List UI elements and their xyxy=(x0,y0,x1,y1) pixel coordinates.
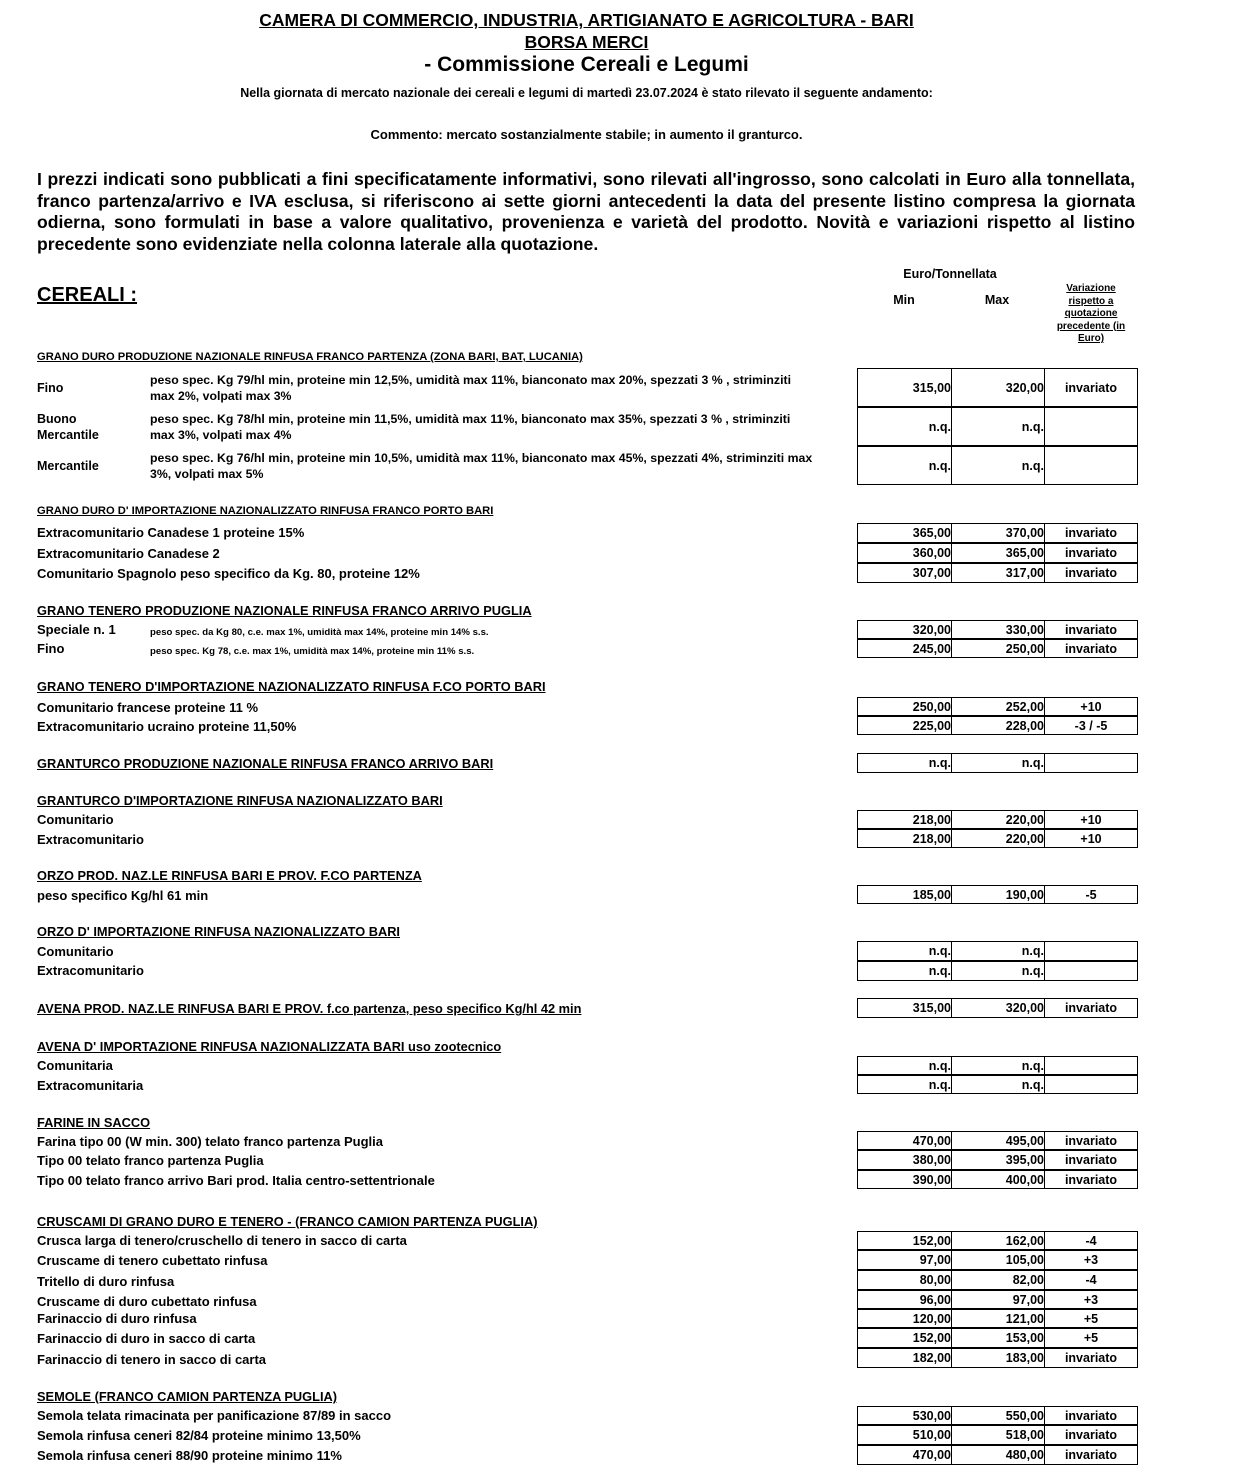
max-price: n.q. xyxy=(952,754,1045,772)
row-label: Semola rinfusa ceneri 82/84 proteine minimo 13,50% xyxy=(37,1428,361,1443)
price-variation: invariato xyxy=(1064,1001,1118,1015)
section-title: ORZO PROD. NAZ.LE RINFUSA BARI E PROV. F.CO PARTENZA xyxy=(37,868,422,883)
max-price: 480,00 xyxy=(952,1446,1045,1464)
price-variation: -4 xyxy=(1085,1273,1097,1287)
max-price: 400,00 xyxy=(952,1171,1045,1188)
cereali-heading: CEREALI : xyxy=(37,284,137,306)
section-title: ORZO D' IMPORTAZIONE RINFUSA NAZIONALIZZATO BARI xyxy=(37,924,400,939)
min-price: n.q. xyxy=(858,962,952,980)
min-price: n.q. xyxy=(858,408,952,445)
min-price: 390,00 xyxy=(858,1171,952,1188)
max-price: 162,00 xyxy=(952,1232,1045,1249)
max-price: 365,00 xyxy=(952,544,1045,562)
price-row xyxy=(857,753,1138,773)
max-price: 550,00 xyxy=(952,1407,1045,1424)
price-row xyxy=(857,810,1138,829)
price-row xyxy=(857,716,1138,735)
max-price: 105,00 xyxy=(952,1251,1045,1269)
max-price: 317,00 xyxy=(952,564,1045,582)
row-label: Semola telata rimacinata per panificazione 87/89 in sacco xyxy=(37,1408,392,1423)
price-row xyxy=(857,407,1138,446)
min-price: 80,00 xyxy=(858,1271,952,1289)
max-price: 495,00 xyxy=(952,1132,1045,1149)
price-row xyxy=(857,446,1138,485)
row-label: Extracomunitaria xyxy=(37,1078,144,1093)
price-variation: +5 xyxy=(1083,1331,1099,1345)
section-title: GRANTURCO D'IMPORTAZIONE RINFUSA NAZIONALIZZATO BARI xyxy=(37,793,443,808)
row-label: Farinaccio di duro in sacco di carta xyxy=(37,1331,256,1346)
min-price: 218,00 xyxy=(858,811,952,828)
price-variation xyxy=(1045,942,1137,960)
price-row xyxy=(857,1170,1138,1189)
section-title: GRANO TENERO D'IMPORTAZIONE NAZIONALIZZATO RINFUSA F.CO PORTO BARI xyxy=(37,679,546,694)
row-label: Tipo 00 telato franco partenza Puglia xyxy=(37,1153,264,1168)
min-price: 470,00 xyxy=(858,1132,952,1149)
market-comment: Commento: mercato sostanzialmente stabile; in aumento il granturco. xyxy=(370,127,803,142)
min-price: 96,00 xyxy=(858,1291,952,1308)
section-title: AVENA PROD. NAZ.LE RINFUSA BARI E PROV. f.co partenza, peso specifico Kg/hl 42 min xyxy=(37,1001,582,1016)
price-variation: invariato xyxy=(1064,566,1118,580)
row-label: Comunitario xyxy=(37,944,114,959)
max-price: 250,00 xyxy=(952,640,1045,657)
max-price: 82,00 xyxy=(952,1271,1045,1289)
price-variation: invariato xyxy=(1064,622,1118,637)
row-label: Cruscame di tenero cubettato rinfusa xyxy=(37,1253,268,1268)
price-variation: invariato xyxy=(1064,380,1118,395)
price-row xyxy=(857,1406,1138,1425)
price-variation xyxy=(1045,447,1137,484)
price-variation: -3 / -5 xyxy=(1074,718,1108,733)
price-row xyxy=(857,697,1138,716)
price-row xyxy=(857,1445,1138,1465)
price-variation: invariato xyxy=(1064,526,1118,540)
section-title: FARINE IN SACCO xyxy=(37,1115,151,1130)
min-price: 530,00 xyxy=(858,1407,952,1424)
price-variation: -4 xyxy=(1085,1233,1097,1248)
max-header: Max xyxy=(984,293,1010,307)
row-label: Fino xyxy=(37,641,65,656)
variation-header: Variazione rispetto a quotazione precedente (in Euro) xyxy=(1056,283,1126,344)
price-row xyxy=(857,368,1138,407)
max-price: 220,00 xyxy=(952,830,1045,847)
price-row xyxy=(857,1231,1138,1250)
max-price: n.q. xyxy=(952,942,1045,960)
price-variation: +10 xyxy=(1080,831,1102,846)
price-variation: invariato xyxy=(1064,1153,1118,1167)
price-row xyxy=(857,1290,1138,1309)
min-price: 152,00 xyxy=(858,1232,952,1249)
min-price: 365,00 xyxy=(858,524,952,542)
row-specification: peso spec. Kg 79/hl min, proteine min 12,5%, umidità max 11%, bianconato max 20%, spezzati 3 % , striminziti max 2%, volpati max 3% xyxy=(150,373,791,403)
max-price: 370,00 xyxy=(952,524,1045,542)
max-price: 320,00 xyxy=(952,999,1045,1017)
row-label: Cruscame di duro cubettato rinfusa xyxy=(37,1294,257,1309)
price-row xyxy=(857,1131,1138,1150)
price-row xyxy=(857,1348,1138,1368)
min-price: 510,00 xyxy=(858,1426,952,1444)
min-price: 307,00 xyxy=(858,564,952,582)
price-variation: invariato xyxy=(1064,1408,1118,1423)
price-variation xyxy=(1045,962,1137,980)
intro-text: Nella giornata di mercato nazionale dei cereali e legumi di martedì 23.07.2024 è stato rilevato il seguente andamento: xyxy=(240,86,933,100)
section-title: GRANTURCO PRODUZIONE NAZIONALE RINFUSA FRANCO ARRIVO BARI xyxy=(37,756,494,771)
min-header: Min xyxy=(893,293,915,307)
min-price: 360,00 xyxy=(858,544,952,562)
price-variation xyxy=(1045,408,1137,445)
price-row xyxy=(857,543,1138,563)
min-price: n.q. xyxy=(858,942,952,960)
price-variation xyxy=(1045,1076,1137,1093)
row-label: Comunitario xyxy=(37,812,114,827)
max-price: 330,00 xyxy=(952,621,1045,638)
row-label: Extracomunitario xyxy=(37,832,144,847)
unit-header: Euro/Tonnellata xyxy=(903,267,997,281)
price-row xyxy=(857,961,1138,981)
price-variation: +10 xyxy=(1080,812,1102,827)
min-price: 185,00 xyxy=(858,886,952,903)
price-variation: invariato xyxy=(1064,1448,1118,1462)
price-row xyxy=(857,1328,1138,1348)
max-price: 121,00 xyxy=(952,1310,1045,1327)
min-price: 250,00 xyxy=(858,698,952,715)
price-variation: +5 xyxy=(1083,1311,1099,1326)
min-price: 315,00 xyxy=(858,999,952,1017)
price-row xyxy=(857,620,1138,639)
row-label: Comunitario francese proteine 11 % xyxy=(37,700,259,715)
row-label: Buono Mercantile xyxy=(37,412,99,442)
max-price: 97,00 xyxy=(952,1291,1045,1308)
price-variation xyxy=(1045,754,1137,772)
price-variation: +3 xyxy=(1083,1253,1099,1267)
price-variation: -5 xyxy=(1085,887,1097,902)
min-price: 225,00 xyxy=(858,717,952,734)
price-variation: invariato xyxy=(1064,1133,1118,1148)
min-price: n.q. xyxy=(858,754,952,772)
row-label: peso specifico Kg/hl 61 min xyxy=(37,888,209,903)
header-commission: - Commissione Cereali e Legumi xyxy=(424,53,749,76)
min-price: n.q. xyxy=(858,447,952,484)
disclaimer-paragraph: I prezzi indicati sono pubblicati a fini specificatamente informativi, sono rilevati all'ingrosso, sono calcolati in Euro alla tonnellata, franco partenza/arrivo e IVA esclusa, si riferiscono ai sette giorni antecedenti la data del presente listino compresa la giornata odierna, sono formulati in base a valore qualitativo, provenienza e varietà del prodotto. Novità e variazioni rispetto al listino precedente sono evidenziate nella colonna laterale alla quotazione. xyxy=(37,169,1135,254)
price-row xyxy=(857,1150,1138,1170)
section-title: GRANO DURO D' IMPORTAZIONE NAZIONALIZZATO RINFUSA FRANCO PORTO BARI xyxy=(37,505,494,517)
row-specification: peso spec. Kg 78/hl min, proteine min 11,5%, umidità max 11%, bianconato max 35%, spezzati 3 % , striminziti max 3%, volpati max 4% xyxy=(150,412,791,442)
row-specification: peso spec. Kg 78, c.e. max 1%, umidità max 14%, proteine min 11% s.s. xyxy=(150,646,475,657)
price-row xyxy=(857,1309,1138,1328)
min-price: 218,00 xyxy=(858,830,952,847)
price-variation: +3 xyxy=(1083,1292,1099,1307)
max-price: 183,00 xyxy=(952,1349,1045,1367)
max-price: 228,00 xyxy=(952,717,1045,734)
row-label: Farinaccio di duro rinfusa xyxy=(37,1311,197,1326)
max-price: n.q. xyxy=(952,447,1045,484)
price-row xyxy=(857,639,1138,658)
max-price: 153,00 xyxy=(952,1329,1045,1347)
price-row xyxy=(857,941,1138,961)
max-price: 518,00 xyxy=(952,1426,1045,1444)
row-label: Extracomunitario Canadese 1 proteine 15% xyxy=(37,525,305,540)
price-variation: invariato xyxy=(1064,1428,1118,1442)
min-price: 182,00 xyxy=(858,1349,952,1367)
min-price: 152,00 xyxy=(858,1329,952,1347)
price-row xyxy=(857,1056,1138,1075)
min-price: 380,00 xyxy=(858,1151,952,1169)
row-label: Farina tipo 00 (W min. 300) telato franco partenza Puglia xyxy=(37,1134,384,1149)
row-specification: peso spec. Kg 76/hl min, proteine min 10,5%, umidità max 11%, bianconato max 45%, spezzati 4%, striminziti max 3%, volpati max 5% xyxy=(150,451,813,481)
price-row xyxy=(857,1425,1138,1445)
max-price: n.q. xyxy=(952,1057,1045,1074)
price-row xyxy=(857,1075,1138,1094)
row-label: Fino xyxy=(37,381,64,395)
row-label: Comunitaria xyxy=(37,1058,113,1073)
section-title: CRUSCAMI DI GRANO DURO E TENERO - (FRANCO CAMION PARTENZA PUGLIA) xyxy=(37,1214,538,1229)
min-price: 315,00 xyxy=(858,369,952,406)
price-variation: +10 xyxy=(1080,699,1102,714)
price-variation: invariato xyxy=(1064,641,1118,656)
price-row xyxy=(857,829,1138,848)
price-variation: invariato xyxy=(1064,1351,1118,1365)
row-label: Mercantile xyxy=(37,459,99,473)
max-price: n.q. xyxy=(952,408,1045,445)
price-row xyxy=(857,523,1138,543)
price-row xyxy=(857,1270,1138,1290)
min-price: 97,00 xyxy=(858,1251,952,1269)
price-variation xyxy=(1045,1057,1137,1074)
max-price: 395,00 xyxy=(952,1151,1045,1169)
min-price: 320,00 xyxy=(858,621,952,638)
section-title: GRANO TENERO PRODUZIONE NAZIONALE RINFUSA FRANCO ARRIVO PUGLIA xyxy=(37,603,532,618)
row-label: Farinaccio di tenero in sacco di carta xyxy=(37,1352,267,1367)
price-row xyxy=(857,1250,1138,1270)
section-title: SEMOLE (FRANCO CAMION PARTENZA PUGLIA) xyxy=(37,1389,338,1404)
min-price: 470,00 xyxy=(858,1446,952,1464)
row-label: Extracomunitario xyxy=(37,963,144,978)
price-row xyxy=(857,885,1138,904)
row-specification: peso spec. da Kg 80, c.e. max 1%, umidità max 14%, proteine min 14% s.s. xyxy=(150,627,489,638)
section-title: AVENA D' IMPORTAZIONE RINFUSA NAZIONALIZZATA BARI uso zootecnico xyxy=(37,1039,502,1054)
price-variation: invariato xyxy=(1064,1172,1118,1187)
min-price: 120,00 xyxy=(858,1310,952,1327)
max-price: 220,00 xyxy=(952,811,1045,828)
price-row xyxy=(857,563,1138,583)
price-row xyxy=(857,998,1138,1018)
row-label: Extracomunitario ucraino proteine 11,50% xyxy=(37,719,297,734)
min-price: 245,00 xyxy=(858,640,952,657)
max-price: 190,00 xyxy=(952,886,1045,903)
row-label: Comunitario Spagnolo peso specifico da Kg. 80, proteine 12% xyxy=(37,566,420,581)
header-subtitle: BORSA MERCI xyxy=(524,32,649,52)
min-price: n.q. xyxy=(858,1076,952,1093)
row-label: Tritello di duro rinfusa xyxy=(37,1274,175,1289)
row-label: Tipo 00 telato franco arrivo Bari prod. Italia centro-settentrionale xyxy=(37,1173,435,1188)
max-price: 320,00 xyxy=(952,369,1045,406)
row-label: Speciale n. 1 xyxy=(37,622,116,637)
row-label: Crusca larga di tenero/cruschello di tenero in sacco di carta xyxy=(37,1233,407,1248)
price-variation: invariato xyxy=(1064,546,1118,560)
min-price: n.q. xyxy=(858,1057,952,1074)
max-price: n.q. xyxy=(952,962,1045,980)
header-title: CAMERA DI COMMERCIO, INDUSTRIA, ARTIGIANATO E AGRICOLTURA - BARI xyxy=(259,10,914,30)
max-price: n.q. xyxy=(952,1076,1045,1093)
max-price: 252,00 xyxy=(952,698,1045,715)
row-label: Semola rinfusa ceneri 88/90 proteine minimo 11% xyxy=(37,1448,342,1463)
row-label: Extracomunitario Canadese 2 xyxy=(37,546,220,561)
section-title: GRANO DURO PRODUZIONE NAZIONALE RINFUSA FRANCO PARTENZA (ZONA BARI, BAT, LUCANIA) xyxy=(37,351,583,363)
